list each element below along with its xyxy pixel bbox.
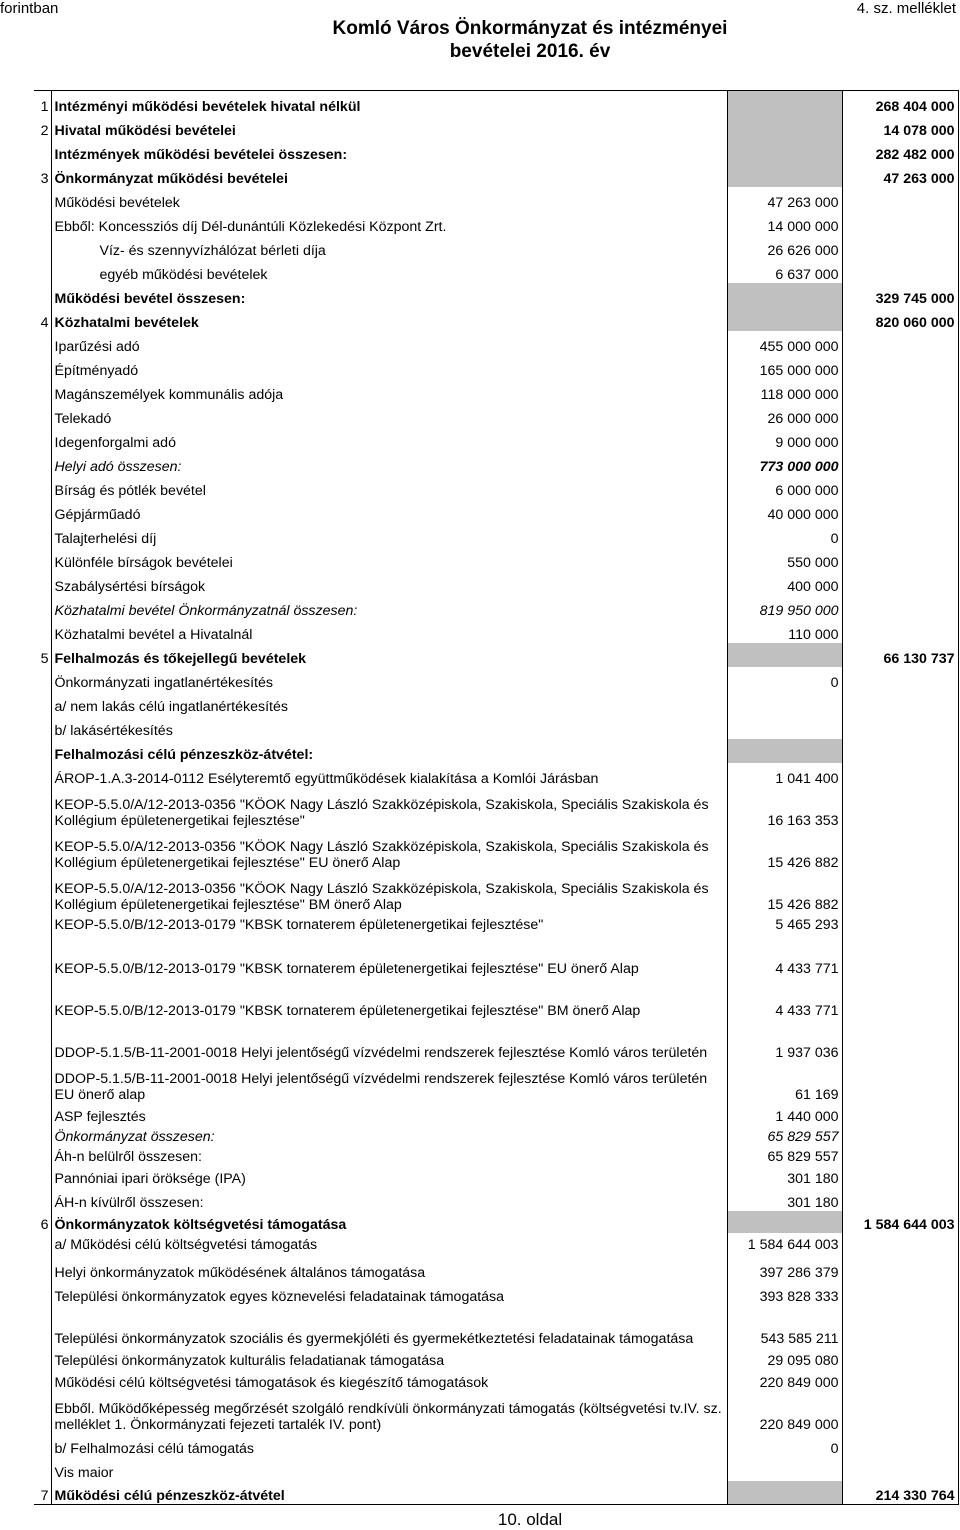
table-row — [34, 379, 958, 403]
table-row — [34, 139, 958, 163]
table-row — [34, 1165, 958, 1187]
row-description: Önkormányzati ingatlanértékesítés — [51, 667, 727, 691]
table-row — [34, 259, 958, 283]
row-total — [842, 571, 958, 595]
row-total — [842, 1145, 958, 1165]
row-total: 282 482 000 — [842, 139, 958, 163]
row-description: Telekadó — [51, 403, 727, 427]
row-number — [34, 829, 51, 871]
row-description: b/ lakásértékesítés — [51, 715, 727, 739]
row-number — [34, 1145, 51, 1165]
row-number — [34, 1433, 51, 1457]
table-row — [34, 1457, 958, 1481]
row-subtotal: 0 — [727, 523, 842, 547]
row-total — [842, 763, 958, 787]
row-description: Talajterhelési díj — [51, 523, 727, 547]
table-row — [34, 1305, 958, 1347]
row-description: KEOP-5.5.0/B/12-2013-0179 "KBSK tornaterem épületenergetikai fejlesztése" BM önerő Alap — [51, 977, 727, 1019]
row-number — [34, 283, 51, 307]
row-description: Idegenforgalmi adó — [51, 427, 727, 451]
row-total: 66 130 737 — [842, 643, 958, 667]
table-row — [34, 871, 958, 913]
row-description: ASP fejlesztés — [51, 1103, 727, 1125]
row-subtotal: 29 095 080 — [727, 1347, 842, 1369]
row-subtotal: 9 000 000 — [727, 427, 842, 451]
row-number — [34, 763, 51, 787]
row-total — [842, 871, 958, 913]
row-subtotal: 0 — [727, 667, 842, 691]
row-total — [842, 547, 958, 571]
row-description: Ebből. Működőképesség megőrzését szolgáló rendkívüli önkormányzati támogatás (költségvetési tv.IV. sz. melléklet 1. Önkormányzati fejezeti tartalék IV. pont) — [51, 1391, 727, 1433]
row-subtotal: 15 426 882 — [727, 871, 842, 913]
row-description: Intézményi működési bevételek hivatal nélkül — [51, 91, 727, 115]
row-number: 3 — [34, 163, 51, 187]
row-subtotal: 16 163 353 — [727, 787, 842, 829]
row-description: Működési célú pénzeszköz-átvétel — [51, 1481, 727, 1505]
row-number — [34, 475, 51, 499]
row-description: Intézmények működési bevételei összesen: — [51, 139, 727, 163]
row-subtotal: 819 950 000 — [727, 595, 842, 619]
row-number — [34, 595, 51, 619]
table-row — [34, 403, 958, 427]
row-subtotal — [727, 115, 842, 139]
table-row — [34, 571, 958, 595]
row-number — [34, 1187, 51, 1211]
row-subtotal: 5 465 293 — [727, 913, 842, 933]
row-subtotal: 1 440 000 — [727, 1103, 842, 1125]
row-number — [34, 933, 51, 977]
table-row — [34, 307, 958, 331]
row-subtotal: 4 433 771 — [727, 977, 842, 1019]
row-description: Helyi önkormányzatok működésének általános támogatása — [51, 1253, 727, 1281]
row-total — [842, 235, 958, 259]
row-subtotal: 301 180 — [727, 1187, 842, 1211]
row-description: a/ Működési célú költségvetési támogatás — [51, 1233, 727, 1253]
row-total — [842, 691, 958, 715]
row-subtotal — [727, 1457, 842, 1481]
revenue-table — [34, 90, 959, 1505]
row-subtotal — [727, 1481, 842, 1505]
row-number — [34, 667, 51, 691]
table-row — [34, 163, 958, 187]
table-row — [34, 829, 958, 871]
row-total — [842, 787, 958, 829]
row-total — [842, 619, 958, 643]
row-description: Települési önkormányzatok kulturális feladatianak támogatása — [51, 1347, 727, 1369]
row-description: Közhatalmi bevétel a Hivatalnál — [51, 619, 727, 643]
row-description: a/ nem lakás célú ingatlanértékesítés — [51, 691, 727, 715]
row-description: egyéb működési bevételek — [51, 259, 727, 283]
annex-label: 4. sz. melléklet — [856, 0, 956, 17]
row-total — [842, 331, 958, 355]
row-total: 214 330 764 — [842, 1481, 958, 1505]
row-number — [34, 547, 51, 571]
table-row — [34, 1253, 958, 1281]
row-description: KEOP-5.5.0/A/12-2013-0356 "KÖOK Nagy László Szakközépiskola, Szakiskola, Speciális Szakiskola és Kollégium épületenergetikai fejlesztése" BM önerő Alap — [51, 871, 727, 913]
row-total: 47 263 000 — [842, 163, 958, 187]
row-subtotal: 26 000 000 — [727, 403, 842, 427]
row-description: Vis maior — [51, 1457, 727, 1481]
table-row — [34, 187, 958, 211]
row-description: ÁH-n kívülről összesen: — [51, 1187, 727, 1211]
row-subtotal: 400 000 — [727, 571, 842, 595]
table-row — [34, 1281, 958, 1305]
row-subtotal: 40 000 000 — [727, 499, 842, 523]
row-subtotal: 14 000 000 — [727, 211, 842, 235]
unit-label: forintban — [0, 0, 59, 17]
row-description: Felhalmozási célú pénzeszköz-átvétel: — [51, 739, 727, 763]
row-description: Települési önkormányzatok szociális és gyermekjóléti és gyermekétkeztetési feladatainak támogatása — [51, 1305, 727, 1347]
row-description: KEOP-5.5.0/B/12-2013-0179 "KBSK tornaterem épületenergetikai fejlesztése" EU önerő Alap — [51, 933, 727, 977]
row-description: Áh-n belülről összesen: — [51, 1145, 727, 1165]
row-number — [34, 913, 51, 933]
row-description: KEOP-5.5.0/A/12-2013-0356 "KÖOK Nagy László Szakközépiskola, Szakiskola, Speciális Szakiskola és Kollégium épületenergetikai fejlesztése" EU önerő Alap — [51, 829, 727, 871]
row-subtotal — [727, 691, 842, 715]
row-number — [34, 1281, 51, 1305]
row-subtotal: 220 849 000 — [727, 1369, 842, 1391]
row-number — [34, 1347, 51, 1369]
row-number — [34, 1233, 51, 1253]
row-number — [34, 211, 51, 235]
row-number — [34, 691, 51, 715]
row-total — [842, 977, 958, 1019]
table-row — [34, 1369, 958, 1391]
row-number — [34, 379, 51, 403]
row-total: 268 404 000 — [842, 91, 958, 115]
row-subtotal: 47 263 000 — [727, 187, 842, 211]
table-row — [34, 547, 958, 571]
table-row — [34, 1481, 958, 1505]
row-total — [842, 187, 958, 211]
table-row — [34, 739, 958, 763]
table-row — [34, 1145, 958, 1165]
row-number: 1 — [34, 91, 51, 115]
row-description: Működési bevételek — [51, 187, 727, 211]
row-description: Önkormányzat működési bevételei — [51, 163, 727, 187]
row-subtotal: 1 584 644 003 — [727, 1233, 842, 1253]
row-subtotal: 550 000 — [727, 547, 842, 571]
row-description: Bírság és pótlék bevétel — [51, 475, 727, 499]
row-subtotal: 118 000 000 — [727, 379, 842, 403]
row-total — [842, 1281, 958, 1305]
row-total — [842, 259, 958, 283]
row-total — [842, 933, 958, 977]
table-row — [34, 1347, 958, 1369]
row-total — [842, 523, 958, 547]
row-total — [842, 1347, 958, 1369]
row-description: ÁROP-1.A.3-2014-0112 Esélyteremtő együttműködések kialakítása a Komlói Járásban — [51, 763, 727, 787]
row-total — [842, 1061, 958, 1103]
row-description: Működési bevétel összesen: — [51, 283, 727, 307]
row-number — [34, 715, 51, 739]
table-row — [34, 643, 958, 667]
row-number — [34, 403, 51, 427]
table-row — [34, 115, 958, 139]
row-subtotal: 301 180 — [727, 1165, 842, 1187]
row-subtotal — [727, 163, 842, 187]
row-description: Magánszemélyek kommunális adója — [51, 379, 727, 403]
table-row — [34, 331, 958, 355]
page-subtitle: bevételei 2016. év — [449, 41, 611, 62]
row-number: 7 — [34, 1481, 51, 1505]
row-number — [34, 523, 51, 547]
row-number — [34, 1165, 51, 1187]
row-total — [842, 451, 958, 475]
row-description: Helyi adó összesen: — [51, 451, 727, 475]
row-description: Ebből: Koncessziós díj Dél-dunántúli Közlekedési Központ Zrt. — [51, 211, 727, 235]
row-subtotal: 455 000 000 — [727, 331, 842, 355]
row-description: Működési célú költségvetési támogatások és kiegészítő támogatások — [51, 1369, 727, 1391]
table-row — [34, 1125, 958, 1145]
row-description: Önkormányzat összesen: — [51, 1125, 727, 1145]
row-subtotal: 6 637 000 — [727, 259, 842, 283]
row-subtotal: 1 937 036 — [727, 1019, 842, 1061]
table-row — [34, 1019, 958, 1061]
row-total — [842, 1103, 958, 1125]
row-subtotal: 773 000 000 — [727, 451, 842, 475]
row-number — [34, 1391, 51, 1433]
table-row — [34, 1103, 958, 1125]
row-subtotal: 4 433 771 — [727, 933, 842, 977]
row-number — [34, 1019, 51, 1061]
row-number — [34, 259, 51, 283]
row-subtotal — [727, 739, 842, 763]
row-total — [842, 1125, 958, 1145]
table-row — [34, 787, 958, 829]
row-number — [34, 739, 51, 763]
row-number — [34, 499, 51, 523]
table-row — [34, 211, 958, 235]
row-number — [34, 619, 51, 643]
row-number — [34, 871, 51, 913]
row-subtotal: 15 426 882 — [727, 829, 842, 871]
table-row — [34, 523, 958, 547]
row-total — [842, 1187, 958, 1211]
row-description: Közhatalmi bevételek — [51, 307, 727, 331]
table-row — [34, 667, 958, 691]
table-row — [34, 1433, 958, 1457]
row-subtotal: 1 041 400 — [727, 763, 842, 787]
row-description: DDOP-5.1.5/B-11-2001-0018 Helyi jelentőségű vízvédelmi rendszerek fejlesztése Komló város területén — [51, 1019, 727, 1061]
row-total — [842, 667, 958, 691]
row-subtotal: 61 169 — [727, 1061, 842, 1103]
table-row — [34, 1211, 958, 1233]
row-description: Felhalmozás és tőkejellegű bevételek — [51, 643, 727, 667]
row-description: Pannóniai ipari öröksége (IPA) — [51, 1165, 727, 1187]
table-row — [34, 1187, 958, 1211]
table-row — [34, 715, 958, 739]
row-total — [842, 1391, 958, 1433]
row-total — [842, 211, 958, 235]
row-number — [34, 331, 51, 355]
row-number — [34, 1125, 51, 1145]
table-row — [34, 763, 958, 787]
row-number: 5 — [34, 643, 51, 667]
row-description: Víz- és szennyvízhálózat bérleti díja — [51, 235, 727, 259]
table-row — [34, 355, 958, 379]
row-number — [34, 1253, 51, 1281]
table-row — [34, 235, 958, 259]
table-row — [34, 499, 958, 523]
row-subtotal: 110 000 — [727, 619, 842, 643]
row-total — [842, 1019, 958, 1061]
row-subtotal — [727, 139, 842, 163]
row-total — [842, 595, 958, 619]
row-total — [842, 829, 958, 871]
row-number — [34, 1369, 51, 1391]
row-total — [842, 739, 958, 763]
row-subtotal: 26 626 000 — [727, 235, 842, 259]
row-subtotal: 65 829 557 — [727, 1125, 842, 1145]
row-description: DDOP-5.1.5/B-11-2001-0018 Helyi jelentőségű vízvédelmi rendszerek fejlesztése Komló város területén EU önerő alap — [51, 1061, 727, 1103]
row-number: 6 — [34, 1211, 51, 1233]
row-subtotal: 0 — [727, 1433, 842, 1457]
row-subtotal — [727, 1211, 842, 1233]
row-total — [842, 715, 958, 739]
table-row — [34, 913, 958, 933]
row-total — [842, 403, 958, 427]
row-number — [34, 187, 51, 211]
table-row — [34, 1391, 958, 1433]
table-row — [34, 933, 958, 977]
row-total — [842, 1233, 958, 1253]
row-subtotal: 543 585 211 — [727, 1305, 842, 1347]
row-number — [34, 451, 51, 475]
row-description: Hivatal működési bevételei — [51, 115, 727, 139]
row-total — [842, 475, 958, 499]
row-total: 14 078 000 — [842, 115, 958, 139]
row-subtotal: 220 849 000 — [727, 1391, 842, 1433]
row-total — [842, 355, 958, 379]
page-number: 10. oldal — [497, 1510, 563, 1529]
row-description: Iparűzési adó — [51, 331, 727, 355]
row-subtotal: 6 000 000 — [727, 475, 842, 499]
row-subtotal: 393 828 333 — [727, 1281, 842, 1305]
row-total — [842, 913, 958, 933]
row-number — [34, 235, 51, 259]
row-number — [34, 571, 51, 595]
table-row — [34, 1061, 958, 1103]
table-row — [34, 691, 958, 715]
row-total: 1 584 644 003 — [842, 1211, 958, 1233]
row-description: Szabálysértési bírságok — [51, 571, 727, 595]
row-number — [34, 977, 51, 1019]
table-row — [34, 451, 958, 475]
row-number — [34, 1305, 51, 1347]
row-subtotal: 165 000 000 — [727, 355, 842, 379]
row-subtotal — [727, 715, 842, 739]
row-total — [842, 427, 958, 451]
table-row — [34, 283, 958, 307]
row-description: Különféle bírságok bevételei — [51, 547, 727, 571]
row-total: 329 745 000 — [842, 283, 958, 307]
row-number — [34, 787, 51, 829]
row-number — [34, 355, 51, 379]
table-row — [34, 977, 958, 1019]
row-subtotal — [727, 307, 842, 331]
row-description: Önkormányzatok költségvetési támogatása — [51, 1211, 727, 1233]
row-description: Építményadó — [51, 355, 727, 379]
row-description: Közhatalmi bevétel Önkormányzatnál összesen: — [51, 595, 727, 619]
row-total — [842, 1457, 958, 1481]
row-number: 4 — [34, 307, 51, 331]
row-number: 2 — [34, 115, 51, 139]
row-subtotal: 397 286 379 — [727, 1253, 842, 1281]
row-description: KEOP-5.5.0/A/12-2013-0356 "KÖOK Nagy László Szakközépiskola, Szakiskola, Speciális Szakiskola és Kollégium épületenergetikai fejlesztése" — [51, 787, 727, 829]
row-total — [842, 379, 958, 403]
row-number — [34, 427, 51, 451]
row-subtotal: 65 829 557 — [727, 1145, 842, 1165]
table-row — [34, 1233, 958, 1253]
table-row — [34, 91, 958, 115]
row-subtotal — [727, 643, 842, 667]
row-total — [842, 1369, 958, 1391]
row-total — [842, 1305, 958, 1347]
row-total — [842, 1433, 958, 1457]
row-number — [34, 1061, 51, 1103]
row-subtotal — [727, 283, 842, 307]
row-total: 820 060 000 — [842, 307, 958, 331]
row-description: Gépjárműadó — [51, 499, 727, 523]
row-number — [34, 1103, 51, 1125]
page-title: Komló Város Önkormányzat és intézményei — [332, 18, 728, 39]
table-row — [34, 619, 958, 643]
row-subtotal — [727, 91, 842, 115]
row-description: KEOP-5.5.0/B/12-2013-0179 "KBSK tornaterem épületenergetikai fejlesztése" — [51, 913, 727, 933]
row-description: b/ Felhalmozási célú támogatás — [51, 1433, 727, 1457]
row-description: Települési önkormányzatok egyes köznevelési feladatainak támogatása — [51, 1281, 727, 1305]
row-total — [842, 1253, 958, 1281]
table-row — [34, 475, 958, 499]
table-row — [34, 595, 958, 619]
row-number — [34, 139, 51, 163]
table-row — [34, 427, 958, 451]
row-total — [842, 1165, 958, 1187]
row-total — [842, 499, 958, 523]
row-number — [34, 1457, 51, 1481]
